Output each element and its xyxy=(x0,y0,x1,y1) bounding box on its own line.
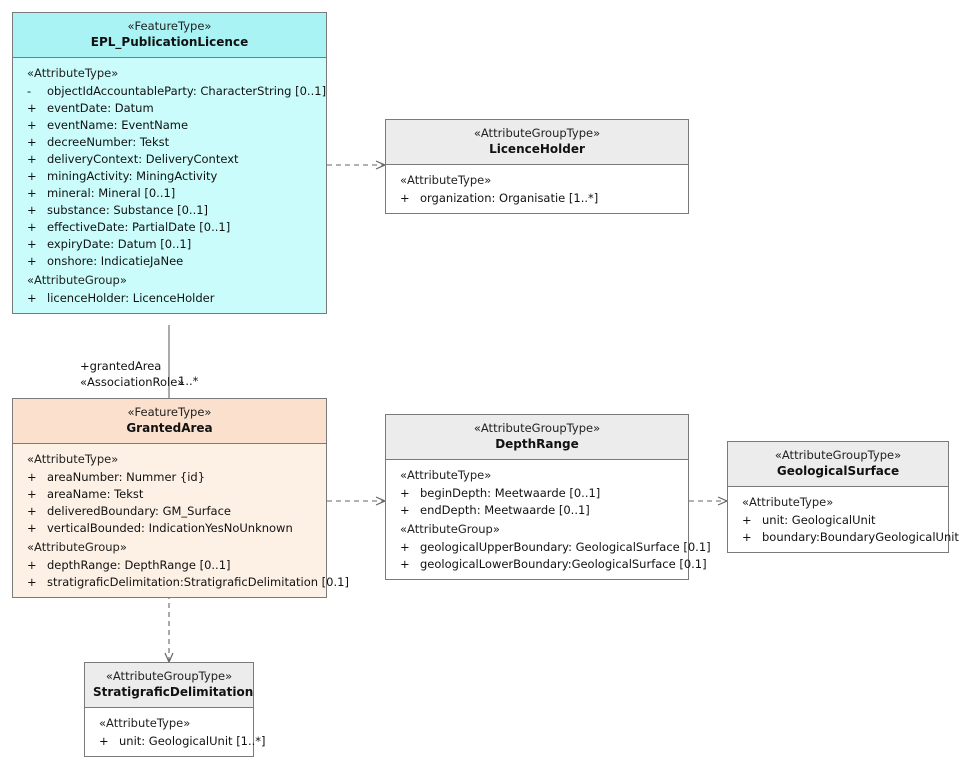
class-name: LicenceHolder xyxy=(489,142,585,156)
attribute-row xyxy=(13,557,326,574)
class-header xyxy=(13,399,326,444)
class-name: GrantedArea xyxy=(126,421,213,435)
attribute-visibility: + xyxy=(400,540,410,554)
class-stereotype: «AttributeGroupType» xyxy=(473,126,601,140)
attribute-text: stratigraficDelimitation:StratigraficDelimitation [0.1] xyxy=(47,575,349,589)
association-role-label: +grantedArea xyxy=(80,359,162,373)
attribute-text: boundary:BoundaryGeologicalUnit xyxy=(762,530,959,544)
attribute-visibility: + xyxy=(27,575,37,589)
attribute-text: endDepth: Meetwaarde [0..1] xyxy=(420,503,590,517)
attribute-text: geologicalLowerBoundary:GeologicalSurface [0.1] xyxy=(420,557,707,571)
attribute-row xyxy=(13,219,326,236)
attribute-row xyxy=(386,556,707,573)
attribute-visibility: + xyxy=(27,254,37,268)
class-stratigraficdelimitation[interactable] xyxy=(84,662,266,757)
attribute-row xyxy=(13,117,326,134)
attribute-row xyxy=(13,503,326,520)
class-header xyxy=(13,13,326,58)
section-stereotype: «AttributeType» xyxy=(99,716,191,730)
attribute-text: eventName: EventName xyxy=(47,118,189,132)
attribute-text: deliveryContext: DeliveryContext xyxy=(47,152,239,166)
attribute-text: substance: Substance [0..1] xyxy=(47,203,209,217)
attribute-text: areaName: Tekst xyxy=(47,487,144,501)
attribute-row xyxy=(13,486,326,503)
attribute-visibility: + xyxy=(27,220,37,234)
attribute-visibility: + xyxy=(99,734,109,748)
attribute-text: eventDate: Datum xyxy=(47,101,154,115)
class-body xyxy=(386,165,688,213)
class-header xyxy=(85,663,253,708)
attribute-text: verticalBounded: IndicationYesNoUnknown xyxy=(47,521,293,535)
attribute-visibility: + xyxy=(27,152,37,166)
attribute-visibility: + xyxy=(27,203,37,217)
attribute-row xyxy=(728,529,959,546)
attribute-text: objectIdAccountableParty: CharacterString [0..1] xyxy=(47,84,327,98)
class-depthrange[interactable] xyxy=(385,414,711,580)
attribute-visibility: + xyxy=(27,135,37,149)
association-stereotype-label: «AssociationRole» xyxy=(80,375,185,389)
attribute-visibility: + xyxy=(400,503,410,517)
attribute-row xyxy=(13,469,326,486)
attribute-text: unit: GeologicalUnit [1..*] xyxy=(119,734,266,748)
attribute-text: expiryDate: Datum [0..1] xyxy=(47,237,192,251)
section-stereotype: «AttributeGroup» xyxy=(27,273,127,287)
class-header xyxy=(386,120,688,165)
class-header xyxy=(728,442,948,487)
class-body xyxy=(13,58,326,313)
attribute-visibility: + xyxy=(400,486,410,500)
attribute-row xyxy=(13,185,326,202)
attribute-row xyxy=(728,512,948,529)
class-stereotype: «FeatureType» xyxy=(127,19,212,33)
class-grantedarea[interactable] xyxy=(12,398,349,598)
class-name: StratigraficDelimitation xyxy=(93,685,254,699)
attribute-text: beginDepth: Meetwaarde [0..1] xyxy=(420,486,601,500)
attribute-visibility: + xyxy=(27,186,37,200)
attribute-visibility: + xyxy=(27,169,37,183)
class-stereotype: «FeatureType» xyxy=(127,405,212,419)
attribute-text: organization: Organisatie [1..*] xyxy=(420,191,599,205)
attribute-text: decreeNumber: Tekst xyxy=(47,135,170,149)
attribute-text: unit: GeologicalUnit xyxy=(762,513,876,527)
class-body xyxy=(85,708,266,756)
association-multiplicity-label: 1..* xyxy=(178,374,199,388)
attribute-text: onshore: IndicatieJaNee xyxy=(47,254,184,268)
section-stereotype: «AttributeType» xyxy=(27,452,119,466)
attribute-row xyxy=(13,168,326,185)
class-licenceholder[interactable] xyxy=(385,119,689,214)
class-name: GeologicalSurface xyxy=(776,464,900,478)
attribute-row xyxy=(85,733,266,750)
attribute-text: depthRange: DepthRange [0..1] xyxy=(47,558,231,572)
class-name: DepthRange xyxy=(495,437,579,451)
attribute-row xyxy=(13,253,326,270)
class-geologicalsurface[interactable] xyxy=(727,441,959,553)
attribute-visibility: + xyxy=(27,291,37,305)
attribute-visibility: + xyxy=(742,513,752,527)
attribute-text: areaNumber: Nummer {id} xyxy=(47,470,206,484)
section-stereotype: «AttributeType» xyxy=(27,66,119,80)
section-stereotype: «AttributeType» xyxy=(742,495,834,509)
attribute-text: licenceHolder: LicenceHolder xyxy=(47,291,215,305)
attribute-visibility: + xyxy=(400,557,410,571)
attribute-row xyxy=(386,539,711,556)
attribute-visibility: + xyxy=(27,118,37,132)
section-stereotype: «AttributeGroup» xyxy=(400,522,500,536)
section-stereotype: «AttributeType» xyxy=(400,173,492,187)
class-stereotype: «AttributeGroupType» xyxy=(105,669,233,683)
attribute-visibility: + xyxy=(27,487,37,501)
class-body xyxy=(728,487,959,552)
attribute-row xyxy=(13,83,326,100)
attribute-visibility: + xyxy=(27,558,37,572)
class-name: EPL_PublicationLicence xyxy=(90,35,249,49)
section-stereotype: «AttributeType» xyxy=(400,468,492,482)
attribute-row xyxy=(13,134,326,151)
attribute-row xyxy=(13,202,326,219)
attribute-visibility: + xyxy=(400,191,410,205)
attribute-row xyxy=(13,151,326,168)
attribute-row xyxy=(386,502,688,519)
attribute-text: miningActivity: MiningActivity xyxy=(47,169,218,183)
attribute-row xyxy=(13,290,326,307)
attribute-text: geologicalUpperBoundary: GeologicalSurface [0.1] xyxy=(420,540,711,554)
section-stereotype: «AttributeGroup» xyxy=(27,540,127,554)
attribute-visibility: + xyxy=(27,237,37,251)
class-epl-publicationlicence[interactable] xyxy=(12,12,327,314)
attribute-row xyxy=(13,100,326,117)
attribute-visibility: + xyxy=(27,504,37,518)
attribute-row xyxy=(13,574,349,591)
attribute-row xyxy=(386,190,688,207)
attribute-row xyxy=(13,236,326,253)
class-stereotype: «AttributeGroupType» xyxy=(473,421,601,435)
attribute-visibility: - xyxy=(27,84,32,98)
attribute-visibility: + xyxy=(27,521,37,535)
class-body xyxy=(386,460,711,579)
attribute-row xyxy=(386,485,688,502)
class-body xyxy=(13,444,349,597)
attribute-row xyxy=(13,520,326,537)
class-stereotype: «AttributeGroupType» xyxy=(774,448,902,462)
attribute-text: deliveredBoundary: GM_Surface xyxy=(47,504,231,518)
attribute-text: mineral: Mineral [0..1] xyxy=(47,186,176,200)
class-header xyxy=(386,415,688,460)
attribute-text: effectiveDate: PartialDate [0..1] xyxy=(47,220,231,234)
attribute-visibility: + xyxy=(742,530,752,544)
attribute-visibility: + xyxy=(27,470,37,484)
attribute-visibility: + xyxy=(27,101,37,115)
